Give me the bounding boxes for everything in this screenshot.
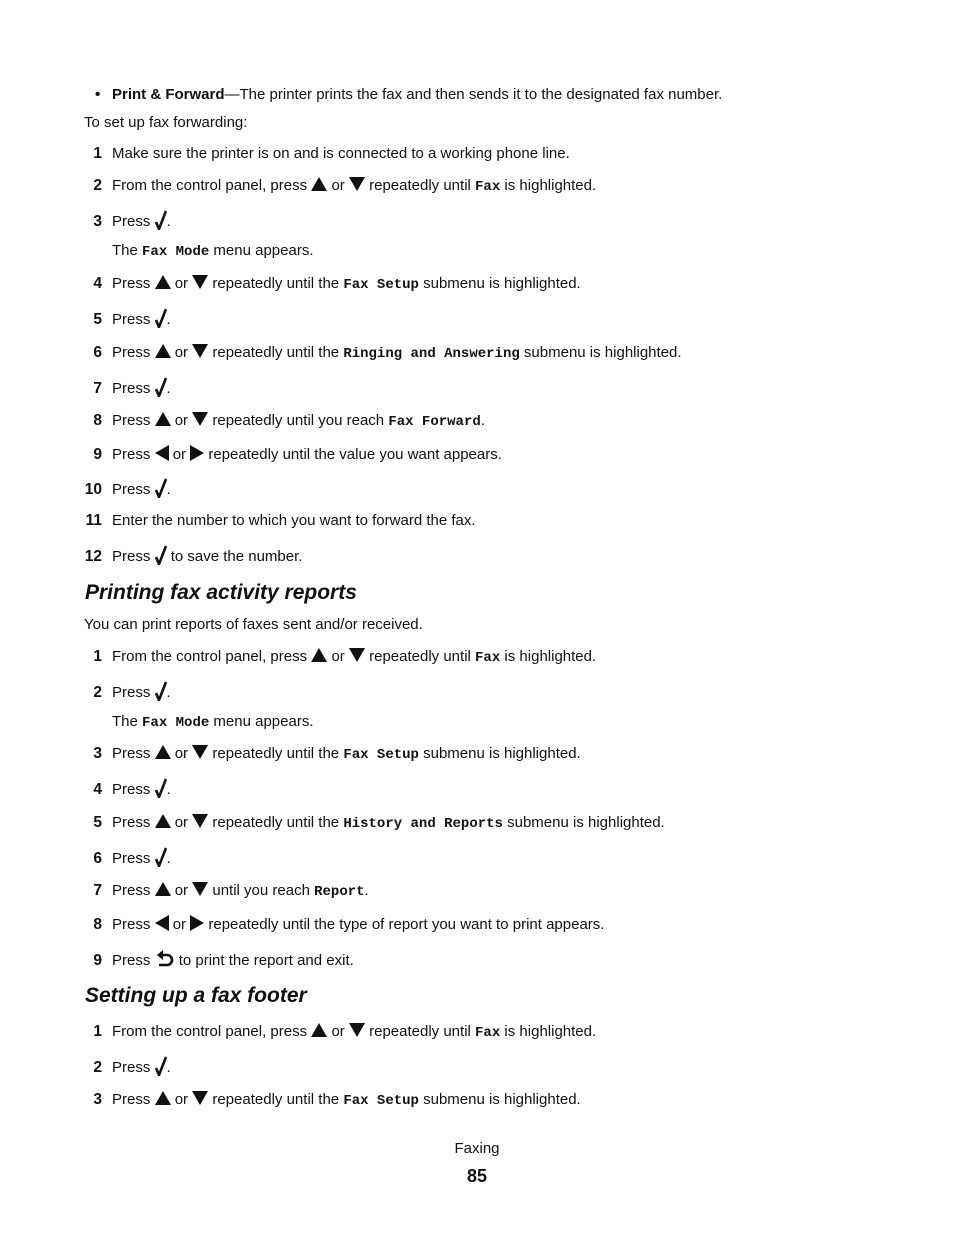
right-arrow-icon (190, 445, 204, 461)
down-arrow-icon (349, 648, 365, 662)
up-arrow-icon (155, 745, 171, 759)
section-intro (84, 614, 423, 636)
step-text: or (174, 344, 189, 361)
step-number: 2 (93, 177, 102, 194)
checkmark-icon (155, 778, 167, 798)
step-text: Press (112, 446, 151, 463)
step-number: 3 (93, 1091, 102, 1108)
section-heading: Setting up a fax footer (85, 984, 307, 1007)
menu-code: Fax (475, 1025, 501, 1041)
step-text: From the control panel, press (112, 648, 308, 665)
step-text: . (166, 213, 171, 230)
footer-chapter-label: Faxing (454, 1140, 500, 1157)
checkmark-icon (155, 847, 167, 867)
menu-code: Fax Setup (343, 1093, 419, 1109)
note-text: menu appears. (213, 242, 314, 259)
step-number: 8 (93, 412, 102, 429)
step-text: to print the report and exit. (178, 952, 354, 969)
step-text: or (331, 1023, 345, 1040)
up-arrow-icon (155, 814, 171, 828)
step-text: Press (112, 344, 151, 361)
menu-code: Fax Setup (343, 277, 419, 293)
step-text: or (174, 745, 189, 762)
checkmark-icon (155, 308, 167, 328)
down-arrow-icon (192, 412, 208, 426)
step-text: or (174, 1091, 189, 1108)
step-text: is highlighted. (504, 648, 597, 665)
checkmark-icon (155, 377, 167, 397)
step-text: repeatedly until (369, 1023, 471, 1040)
step-text: Press (112, 548, 151, 565)
step-text: Press (112, 311, 151, 328)
step-text: or (331, 648, 345, 665)
step-text: repeatedly until the (212, 275, 340, 292)
step-text: . (166, 781, 171, 798)
step-text: or (174, 275, 189, 292)
menu-code: Fax (475, 179, 501, 195)
up-arrow-icon (155, 275, 171, 289)
up-arrow-icon (155, 344, 171, 358)
step-text: submenu is highlighted. (423, 745, 581, 762)
step-number: 9 (93, 952, 102, 969)
step-number: 1 (93, 648, 102, 665)
down-arrow-icon (192, 882, 208, 896)
step-text: repeatedly until the (212, 1091, 340, 1108)
step-text: repeatedly until the value you want appears. (208, 446, 502, 463)
step-text: Press (112, 481, 151, 498)
step-text: submenu is highlighted. (523, 344, 682, 361)
step-text: submenu is highlighted. (423, 275, 581, 292)
step-number: 5 (93, 814, 102, 831)
step-text: Press (112, 952, 151, 969)
step-text: . (166, 684, 171, 701)
back-icon (155, 949, 175, 969)
step-text: or (174, 882, 189, 899)
menu-code: Fax Forward (388, 414, 481, 430)
step-text: Press (112, 882, 151, 899)
step-number: 4 (93, 275, 102, 292)
checkmark-icon (155, 681, 167, 701)
step-number: 7 (93, 882, 102, 899)
menu-code: Fax Setup (343, 747, 419, 763)
step-text: submenu is highlighted. (507, 814, 665, 831)
step-text: Press (112, 213, 151, 230)
menu-code: History and Reports (343, 816, 503, 832)
down-arrow-icon (192, 344, 208, 358)
note-text: The (112, 713, 138, 730)
step-number: 1 (93, 1023, 102, 1040)
bullet-text: —The printer prints the fax and then sends it to the designated fax number. (224, 86, 723, 103)
step-number: 8 (93, 916, 102, 933)
step-text: until you reach (212, 882, 310, 899)
step-number: 2 (93, 1059, 102, 1076)
left-arrow-icon (155, 445, 169, 461)
step-text: . (166, 850, 171, 867)
step-text: or (331, 177, 345, 194)
step-text: repeatedly until the (212, 745, 340, 762)
step-text: Press (112, 814, 151, 831)
step-text: repeatedly until the (212, 814, 340, 831)
up-arrow-icon (311, 177, 327, 191)
right-arrow-icon (190, 915, 204, 931)
step-text: or (172, 916, 187, 933)
menu-code: Fax Mode (142, 244, 210, 260)
step-text: Enter the number to which you want to forward the fax. (112, 512, 476, 529)
step-text: . (166, 481, 171, 498)
step-text: Press (112, 1091, 151, 1108)
up-arrow-icon (155, 1091, 171, 1105)
step-text: is highlighted. (504, 1023, 597, 1040)
step-text: Press (112, 412, 151, 429)
step-text: . (364, 882, 369, 899)
step-text: Press (112, 916, 151, 933)
menu-code: Report (314, 884, 365, 900)
down-arrow-icon (192, 814, 208, 828)
step-text: From the control panel, press (112, 177, 308, 194)
step-number: 12 (84, 548, 102, 565)
note-text: The (112, 242, 138, 259)
menu-code: Ringing and Answering (343, 346, 520, 362)
step-text: submenu is highlighted. (423, 1091, 581, 1108)
up-arrow-icon (311, 648, 327, 662)
step-text: repeatedly until (369, 177, 471, 194)
down-arrow-icon (349, 1023, 365, 1037)
up-arrow-icon (155, 412, 171, 426)
step-text: Make sure the printer is on and is connected to a working phone line. (112, 145, 570, 162)
step-number: 1 (93, 145, 102, 162)
step-text: Press (112, 781, 151, 798)
step-text: From the control panel, press (112, 1023, 308, 1040)
step-number: 4 (93, 781, 102, 798)
step-text: Press (112, 380, 151, 397)
step-text: Press (112, 745, 151, 762)
step-text: or (174, 814, 189, 831)
bullet-term: Print & Forward (112, 86, 225, 103)
menu-code: Fax (475, 650, 501, 666)
section-heading: Printing fax activity reports (85, 581, 357, 604)
step-number: 11 (85, 512, 102, 529)
step-text: or (174, 412, 189, 429)
down-arrow-icon (192, 1091, 208, 1105)
left-arrow-icon (155, 915, 169, 931)
step-number: 3 (93, 213, 102, 230)
intro-text (84, 112, 247, 134)
menu-code: Fax Mode (142, 715, 210, 731)
checkmark-icon (155, 478, 167, 498)
step-text: to save the number. (170, 548, 303, 565)
step-number: 3 (93, 745, 102, 762)
up-arrow-icon (311, 1023, 327, 1037)
step-number: 6 (93, 850, 102, 867)
intro-label: You can print reports of faxes sent and/or received. (84, 616, 423, 633)
step-text: . (166, 380, 171, 397)
step-text: is highlighted. (504, 177, 597, 194)
bullet-dot: • (95, 86, 101, 103)
step-text: or (172, 446, 187, 463)
step-text: Press (112, 684, 151, 701)
step-text: repeatedly until the type of report you want to print appears. (208, 916, 605, 933)
step-number: 5 (93, 311, 102, 328)
step-text: Press (112, 1059, 151, 1076)
down-arrow-icon (349, 177, 365, 191)
intro-label: To set up fax forwarding: (84, 114, 248, 131)
note-text: menu appears. (213, 713, 314, 730)
step-text: Press (112, 850, 151, 867)
up-arrow-icon (155, 882, 171, 896)
step-text: Press (112, 275, 151, 292)
down-arrow-icon (192, 275, 208, 289)
step-number: 10 (84, 481, 102, 498)
page-number: 85 (466, 1166, 488, 1186)
step-text: . (166, 1059, 171, 1076)
step-text: repeatedly until you reach (212, 412, 385, 429)
step-text: repeatedly until the (212, 344, 340, 361)
step-number: 9 (93, 446, 102, 463)
step-text: . (166, 311, 171, 328)
checkmark-icon (155, 1056, 167, 1076)
checkmark-icon (155, 545, 167, 565)
down-arrow-icon (192, 745, 208, 759)
step-number: 2 (93, 684, 102, 701)
step-text: . (480, 412, 485, 429)
step-number: 7 (93, 380, 102, 397)
step-text: repeatedly until (369, 648, 471, 665)
checkmark-icon (155, 210, 167, 230)
step-number: 6 (93, 344, 102, 361)
